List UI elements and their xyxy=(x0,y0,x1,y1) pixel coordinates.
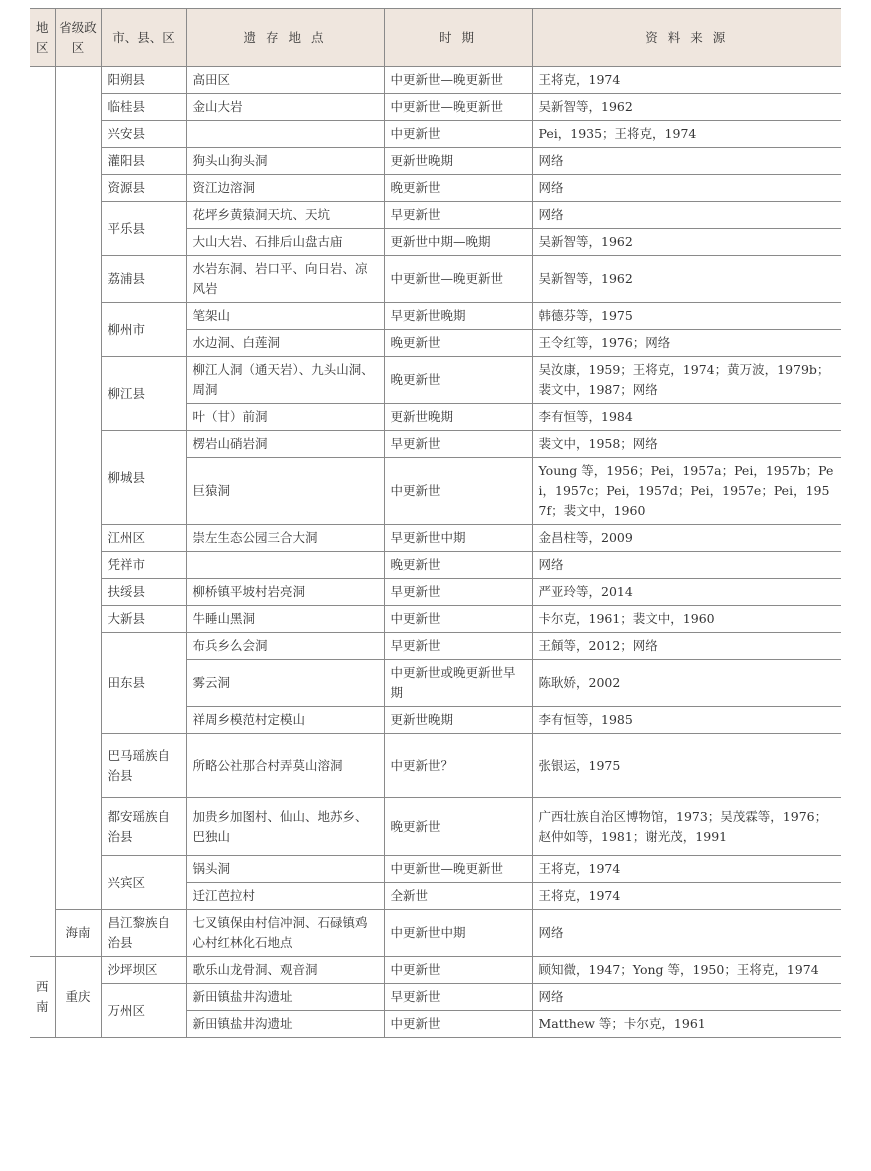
site-cell: 笔架山 xyxy=(186,303,384,330)
county-cell: 都安瑶族自治县 xyxy=(101,798,186,856)
source-cell: Young 等，1956；Pei，1957a；Pei，1957b；Pei，1957c；Pei，1957d；Pei，1957e；Pei，1957f；裴文中，1960 xyxy=(532,458,841,525)
county-cell: 临桂县 xyxy=(101,94,186,121)
table-row xyxy=(30,202,841,229)
table-row xyxy=(30,357,841,404)
site-cell: 叶（甘）前洞 xyxy=(186,404,384,431)
county-cell: 柳州市 xyxy=(101,303,186,357)
site-cell: 新田镇盐井沟遗址 xyxy=(186,984,384,1011)
period-cell: 中更新世 xyxy=(384,1011,532,1038)
site-cell: 锅头洞 xyxy=(186,856,384,883)
site-cell: 花坪乡黄猿洞天坑、天坑 xyxy=(186,202,384,229)
table-row xyxy=(30,256,841,303)
county-cell: 扶绥县 xyxy=(101,579,186,606)
period-cell: 中更新世 xyxy=(384,121,532,148)
site-cell: 水边洞、白莲洞 xyxy=(186,330,384,357)
header-region: 地区 xyxy=(30,9,55,67)
site-cell: 所略公社那合村弄莫山溶洞 xyxy=(186,734,384,798)
source-cell: 卡尔克，1961；裴文中，1960 xyxy=(532,606,841,633)
table-row xyxy=(30,552,841,579)
table-row xyxy=(30,734,841,798)
period-cell: 早更新世 xyxy=(384,633,532,660)
table-row xyxy=(30,175,841,202)
source-cell: 李有恒等，1984 xyxy=(532,404,841,431)
source-cell: 网络 xyxy=(532,910,841,957)
table-row xyxy=(30,431,841,458)
county-cell: 柳江县 xyxy=(101,357,186,431)
table-row xyxy=(30,579,841,606)
period-cell: 早更新世 xyxy=(384,984,532,1011)
province-cell: 重庆 xyxy=(55,957,101,1038)
table-row xyxy=(30,148,841,175)
source-cell: 网络 xyxy=(532,984,841,1011)
period-cell: 中更新世或晚更新世早期 xyxy=(384,660,532,707)
period-cell: 更新世中期—晚期 xyxy=(384,229,532,256)
table-row xyxy=(30,798,841,856)
site-cell xyxy=(186,121,384,148)
header-province: 省级政区 xyxy=(55,9,101,67)
province-cell: 海南 xyxy=(55,910,101,957)
county-cell: 万州区 xyxy=(101,984,186,1038)
site-cell: 柳桥镇平坡村岩亮洞 xyxy=(186,579,384,606)
source-cell: 网络 xyxy=(532,552,841,579)
period-cell: 早更新世 xyxy=(384,431,532,458)
county-cell: 沙坪坝区 xyxy=(101,957,186,984)
source-cell: 王将克，1974 xyxy=(532,883,841,910)
site-cell: 牛睡山黑洞 xyxy=(186,606,384,633)
source-cell: 王令红等，1976；网络 xyxy=(532,330,841,357)
site-cell: 七叉镇保由村信冲洞、石碌镇鸡心村红林化石地点 xyxy=(186,910,384,957)
period-cell: 晚更新世 xyxy=(384,798,532,856)
table-row xyxy=(30,121,841,148)
table-row xyxy=(30,633,841,660)
source-cell: 网络 xyxy=(532,202,841,229)
source-cell: 裴文中，1958；网络 xyxy=(532,431,841,458)
county-cell: 田东县 xyxy=(101,633,186,734)
site-cell: 加贵乡加图村、仙山、地苏乡、巴独山 xyxy=(186,798,384,856)
period-cell: 全新世 xyxy=(384,883,532,910)
site-cell: 雾云洞 xyxy=(186,660,384,707)
site-cell: 楞岩山硝岩洞 xyxy=(186,431,384,458)
source-cell: 网络 xyxy=(532,175,841,202)
county-cell: 大新县 xyxy=(101,606,186,633)
table-row xyxy=(30,856,841,883)
period-cell: 晚更新世 xyxy=(384,552,532,579)
period-cell: 中更新世中期 xyxy=(384,910,532,957)
header-site: 遗 存 地 点 xyxy=(186,9,384,67)
period-cell: 中更新世 xyxy=(384,458,532,525)
header-period: 时 期 xyxy=(384,9,532,67)
source-cell: 张银运，1975 xyxy=(532,734,841,798)
province-cell-empty xyxy=(55,67,101,910)
table-row xyxy=(30,606,841,633)
county-cell: 荔浦县 xyxy=(101,256,186,303)
source-cell: 吴新智等，1962 xyxy=(532,94,841,121)
source-cell: 顾知微，1947；Yong 等，1950；王将克，1974 xyxy=(532,957,841,984)
source-cell: 严亚玲等，2014 xyxy=(532,579,841,606)
site-cell: 歌乐山龙骨洞、观音洞 xyxy=(186,957,384,984)
period-cell: 中更新世 xyxy=(384,957,532,984)
period-cell: 晚更新世 xyxy=(384,330,532,357)
site-cell: 资江边溶洞 xyxy=(186,175,384,202)
source-cell: 李有恒等，1985 xyxy=(532,707,841,734)
period-cell: 早更新世 xyxy=(384,579,532,606)
site-cell: 新田镇盐井沟遗址 xyxy=(186,1011,384,1038)
county-cell: 凭祥市 xyxy=(101,552,186,579)
site-cell: 布兵乡么会洞 xyxy=(186,633,384,660)
county-cell: 阳朔县 xyxy=(101,67,186,94)
source-cell: 网络 xyxy=(532,148,841,175)
site-cell: 柳江人洞（通天岩）、九头山洞、周洞 xyxy=(186,357,384,404)
county-cell: 昌江黎族自治县 xyxy=(101,910,186,957)
site-cell: 水岩东洞、岩口平、向日岩、凉风岩 xyxy=(186,256,384,303)
table-row xyxy=(30,957,841,984)
table-row xyxy=(30,67,841,94)
period-cell: 早更新世中期 xyxy=(384,525,532,552)
source-cell: 王将克，1974 xyxy=(532,67,841,94)
site-cell: 狗头山狗头洞 xyxy=(186,148,384,175)
table-row xyxy=(30,94,841,121)
county-cell: 江州区 xyxy=(101,525,186,552)
source-cell: 吴汝康，1959；王将克，1974；黄万波，1979b；裴文中，1987；网络 xyxy=(532,357,841,404)
period-cell: 早更新世 xyxy=(384,202,532,229)
period-cell: 晚更新世 xyxy=(384,175,532,202)
site-cell: 巨猿洞 xyxy=(186,458,384,525)
period-cell: 中更新世 xyxy=(384,606,532,633)
period-cell: 中更新世—晚更新世 xyxy=(384,856,532,883)
source-cell: 王将克，1974 xyxy=(532,856,841,883)
source-cell: Matthew 等；卡尔克，1961 xyxy=(532,1011,841,1038)
source-cell: 韩德芬等，1975 xyxy=(532,303,841,330)
period-cell: 中更新世—晚更新世 xyxy=(384,67,532,94)
source-cell: 广西壮族自治区博物馆，1973；吴茂霖等，1976；赵仲如等，1981；谢光茂，1991 xyxy=(532,798,841,856)
county-cell: 资源县 xyxy=(101,175,186,202)
site-cell: 大山大岩、石排后山盘古庙 xyxy=(186,229,384,256)
site-cell: 迁江芭拉村 xyxy=(186,883,384,910)
region-cell: 西南 xyxy=(30,957,55,1038)
table-row xyxy=(30,303,841,330)
period-cell: 中更新世？ xyxy=(384,734,532,798)
period-cell: 中更新世—晚更新世 xyxy=(384,256,532,303)
table-row xyxy=(30,910,841,957)
county-cell: 巴马瑶族自治县 xyxy=(101,734,186,798)
table-row xyxy=(30,525,841,552)
period-cell: 更新世晚期 xyxy=(384,404,532,431)
source-cell: 吴新智等，1962 xyxy=(532,229,841,256)
county-cell: 柳城县 xyxy=(101,431,186,525)
county-cell: 兴安县 xyxy=(101,121,186,148)
site-cell: 金山大岩 xyxy=(186,94,384,121)
period-cell: 中更新世—晚更新世 xyxy=(384,94,532,121)
source-cell: Pei，1935；王将克，1974 xyxy=(532,121,841,148)
site-cell xyxy=(186,552,384,579)
period-cell: 晚更新世 xyxy=(384,357,532,404)
site-cell: 高田区 xyxy=(186,67,384,94)
county-cell: 平乐县 xyxy=(101,202,186,256)
source-cell: 金昌柱等，2009 xyxy=(532,525,841,552)
site-cell: 崇左生态公园三合大洞 xyxy=(186,525,384,552)
header-source: 资 料 来 源 xyxy=(532,9,841,67)
table-row xyxy=(30,984,841,1011)
region-cell-empty xyxy=(30,67,55,957)
site-cell: 祥周乡模范村定模山 xyxy=(186,707,384,734)
county-cell: 灌阳县 xyxy=(101,148,186,175)
source-cell: 吴新智等，1962 xyxy=(532,256,841,303)
period-cell: 更新世晚期 xyxy=(384,707,532,734)
county-cell: 兴宾区 xyxy=(101,856,186,910)
header-county: 市、县、区 xyxy=(101,9,186,67)
fossil-site-table xyxy=(30,8,841,1038)
source-cell: 王頠等，2012；网络 xyxy=(532,633,841,660)
period-cell: 更新世晚期 xyxy=(384,148,532,175)
period-cell: 早更新世晚期 xyxy=(384,303,532,330)
source-cell: 陈耿娇，2002 xyxy=(532,660,841,707)
table-header-row xyxy=(30,9,841,67)
